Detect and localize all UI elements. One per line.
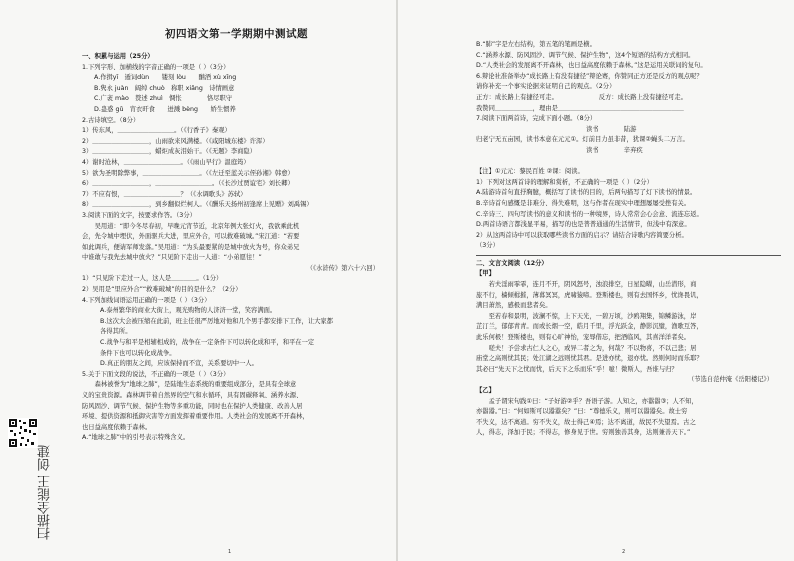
right-column [476,40,781,439]
poem-fill-line: 7）不应有恨，＿＿＿＿＿＿＿＿＿？（《水调歌头》苏轼） [82,190,247,198]
option-line: D.真正的朋友之间，应该保持而不宣，关系要切中一人。 [100,360,258,368]
passage-line: 此乐何极！登斯楼也，则有心旷神怡，宠辱偕忘，把酒临风，其喜洋洋者矣。 [476,334,691,342]
passage-marker: 【乙】 [476,387,495,394]
passage-line: 会，先令城中埋伏，外面驱兵大进，里应外合，可以救难破城。”宋江道：“若要 [82,233,300,241]
poem-title: 读书 陆游 [586,125,637,133]
option-line: C.“涵养水源、防风固沙、调节气候、保护生物”，这4个短语的结构方式相同。 [476,51,695,59]
section-divider [476,255,781,256]
question-line: 2）吴用是“里应外合”“救难破城”的目的是什么？（2分） [82,286,242,294]
passage-line: 如此调兵，便请军师发落。”吴用道：“为头最要紧的是城中放火为号，你众弟兄 [82,243,300,251]
passage-line: 吴用道：“即今冬尽春初，早晚元宵节近，北京年例大张灯火，我欲乘此机 [82,222,300,230]
left-column [82,52,387,444]
passage-line: 中谁敢与我先去城中放火？”只见阶下走出一人道：“小弟愿往！” [82,254,262,262]
note-line: 【注】①元元：黎民百姓 ②课：阅读。 [476,168,584,176]
question-line: 6.辩论社准备举办“成长路上有没有捷径”辩论赛，你赞同正方还是反方的观点呢？ [476,72,703,80]
question-line: 1）“只见阶下走过一人，这人是＿＿＿＿。（1分） [82,275,223,283]
passage-line: A.“地球之肺”中的引号表示特殊含义。 [82,434,190,442]
option-line: A.泰州繁华的商业大街上，观光购物的人济济一堂，笑容满面。 [100,307,277,315]
option-line: B.隽永 juàn 阔绰 chuò 称职 xiǎng 诗情画意 [94,84,235,92]
option-line: B.“肺”字是左右结构，第五笔的笔画是横。 [476,41,596,48]
passage-line: 至若春和景明，波澜不惊，上下天光，一碧万顷，沙鸥翔集，锦鳞游泳，岸 [476,312,697,320]
passage-line: 环境、提供资源和抵御灾害等方面发挥着重要作用。人类社会的发展离不开森林， [82,413,309,421]
qr-code-icon [8,418,38,448]
poem-line: 归老宁无五亩园，读书本意在元元①。灯前目力虽非昔，犹课②蝇头二万言。 [476,136,689,144]
question-line: 3.阅读下面的文字，按要求作答。（3分） [82,211,196,219]
poem-fill-line: 3）＿＿＿＿＿＿＿＿＿，蜡炬成灰泪始干。（《无题》李商隐） [82,148,257,156]
passage-line: 满目萧然，感极而悲者矣。 [476,302,552,310]
passage-line: 庙堂之高则忧其民；处江湖之远则忧其君。是进亦忧，退亦忧。然则何时而乐耶？ [476,355,703,363]
passage-source: （节选自范仲淹《岳阳楼记》） [687,376,773,384]
passage-line: 嗟夫！予尝求古仁人之心，或异二者之为，何哉？不以物喜，不以己悲；居 [476,344,697,352]
poem-fill-line: 4）谢时沧林，＿＿＿＿＿＿＿＿＿。（《雨山早行》温庭筠） [82,158,250,166]
page-number-right: 2 [622,549,626,555]
option-line: C.广袤 mào 赘述 zhuì 惆怅 恪尽职守 [94,95,233,103]
question-line: （3分） [476,242,499,250]
section-heading: 一、积累与运用（25分） [82,53,154,60]
question-line: 4.下列加线词语运用正确的一项是（ ）（3分） [82,296,211,304]
poem-fill-line: 5）欲为圣明除弊事，＿＿＿＿＿＿＿＿＿。（《左迁至蓝关示侄孙湘》韩愈） [82,169,294,177]
answer-line: 我赞同＿＿＿＿＿＿，理由是＿＿＿＿＿＿＿＿＿＿＿＿＿＿＿＿＿＿＿＿ [476,104,684,112]
passage-line: 若夫淫雨霏霏，连月不开，阴风怒号，浊浪排空，日星隐曜，山岳潜形，商 [476,281,697,289]
poem-fill-line: 6）＿＿＿＿＿＿＿＿＿，＿＿＿＿＿＿＿＿＿。（《长沙过贾谊宅》刘长卿） [82,180,294,188]
passage-source: （《水浒传》第六十六回） [306,264,379,272]
scanner-watermark: 扫描全能王 创建 [38,444,53,540]
question-line: 1.下列字形、加横线的字音正确的一项是（ ）（3分） [82,63,230,71]
option-line: B.辛诗首句感慨是非难分、得失难明，这与作者在现实中理想屡屡受挫有关。 [476,199,691,207]
poem-fill-line: 1）传东风，＿＿＿＿＿＿＿＿＿。（《行香子》秦观） [82,127,231,135]
option-line: C.辛诗三、四句写读书的意义和读书的一种境界，诗人常常会心会意、流连忘返。 [476,210,703,218]
passage-line: 旅不行，樯倾楫摧，薄暮冥冥，虎啸猿啼。登斯楼也，则有去国怀乡，忧谗畏讥， [476,291,703,299]
section-heading: 二、文言文阅读（12分） [476,259,548,267]
passage-line: 不失义，达不离道。穷不失义，故士得己④焉；达不离道，故民不失望焉。古之 [476,418,696,426]
passage-line: 孟子谓宋句践①曰：“子好游②乎？吾语子游。人知之，亦嚣嚣③；人不知， [476,397,698,405]
question-line: 2.古诗填空。（8分） [82,116,140,124]
question-line: 5.关于下面文段的说法，不正确的一项是（ ）（3分） [82,370,230,378]
poem-line [476,157,781,168]
option-line: D.“人类社会的发展离不开森林，也日益高度依赖于森林。”这是运用关联词的复句。 [476,62,707,70]
passage-marker: 【甲】 [476,270,495,278]
option-line: B.这次大会被压缩在此前，班主任很严厉地对他和几个男手都安排下工作，让大家都 [100,317,334,325]
poem-title: 读书 辛弃疾 [586,146,643,154]
passage-line: 也日益高度依赖于森林。 [82,423,152,431]
option-line: A.作揖yī 遁词dùn 镂刻 lòu 酗酒 xù xīng [94,74,237,82]
passage-line: 其必曰“先天下之忧而忧，后天下之乐而乐”乎！噫！微斯人，吾谁与归？ [476,365,678,373]
option-line: D.蛊惑 gǔ 宵衣旰食 迸溅 bèng 娇生惯养 [94,105,236,113]
question-line: 1）下列对这两首诗的理解和赏析，不正确的一项是（ ）（2分） [476,178,653,186]
passage-line: 芷汀兰，郁郁青青。而或长烟一空，皓月千里，浮光跃金，静影沉璧，渔歌互答， [476,323,703,331]
option-line: 各得其所。 [100,328,132,336]
page-number-left: 1 [228,549,232,555]
page-gutter [396,0,398,561]
option-line: D.两首诗语言都浅显平易，描写的也是普普通通的生活情节，但浅中有深意。 [476,221,691,229]
question-line: 7.阅读下面两首诗，完成下面小题。（8分） [476,115,597,123]
poem-fill-line: 2）＿＿＿＿＿＿＿＿＿，山雨欲来风满楼。（《咸阳城东楼》许浑） [82,137,269,145]
passage-line: 义的宝贵资源。森林调节着自然界的空气和水循环，具有固碳释氧、涵养水源、 [82,392,303,399]
option-line: C.战争与和平是相辅相成的，战争在一定条件下可以转化成和平，和平在一定 [100,339,315,347]
passage-line: 防风固沙、调节气候、保护生物等多重功能，同时也在保护人类健康、改善人居 [82,402,303,410]
option-line: 条件下也可以转化成战争。 [100,349,176,357]
option-line: A.陆游诗首句直抒胸臆，概括写了读书的目的，后两句描写了灯下读书的情景。 [476,189,697,197]
passage-line: 亦嚣嚣。”曰：“何如斯可以嚣嚣矣？”曰：“尊德乐义，则可以嚣嚣矣。故士穷 [476,408,688,416]
question-line: 2）从这两首诗中可以获取哪些读书方面的启示？请结合诗歌内容简要分析。 [476,231,688,239]
debate-sides: 正方：成长路上有捷径可走。 反方：成长路上没有捷径可走。 [476,93,687,101]
exam-title: 初四语文第一学期期中测试题 [165,28,308,40]
passage-line: 森林被誉为“地球之肺”，是陆地生态系统的重要组成部分，是具有全球意 [82,381,297,389]
passage-line: 人，得志，泽加于民；不得志，修身见于世。穷则独善其身，达则兼善天下。” [476,429,691,437]
poem-fill-line: 8）＿＿＿＿＿＿＿＿＿，到乡翻似烂柯人。（《酬乐天扬州初逢席上见赠》刘禹锡） [82,201,313,209]
question-line: 请你补充一个事实论据来证明自己的观点。（2分） [476,83,616,91]
